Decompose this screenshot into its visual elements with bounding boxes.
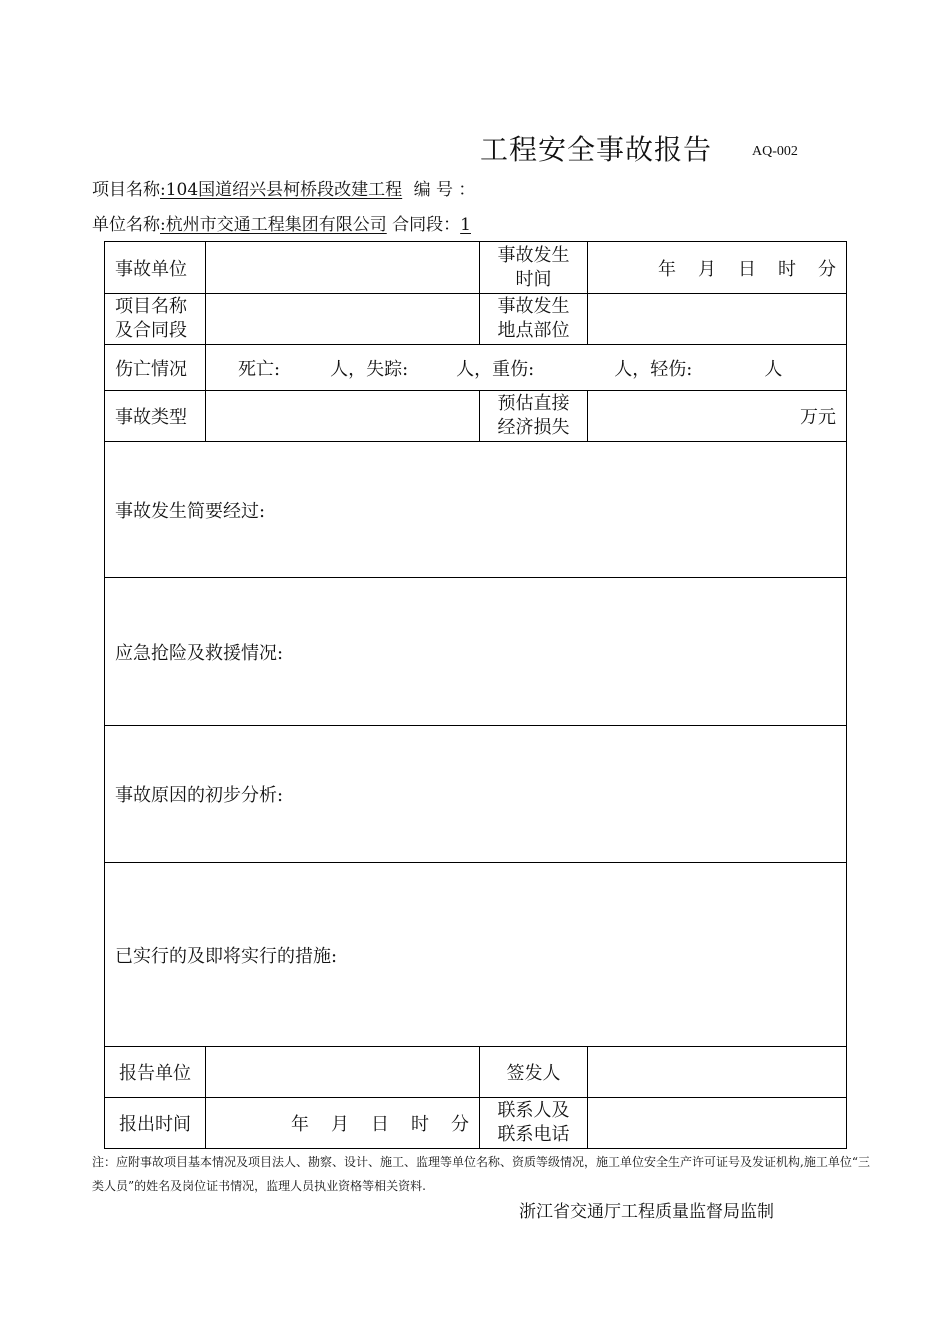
report-day-unit: 日 — [371, 1114, 389, 1135]
missing-label: 人，失踪: — [330, 358, 409, 380]
loss-unit: 万元 — [800, 407, 836, 428]
rescue-section[interactable] — [105, 578, 847, 726]
row-casualties — [105, 345, 847, 391]
death-label: 死亡: — [238, 358, 281, 380]
report-year-unit: 年 — [291, 1114, 309, 1135]
accident-time-field[interactable] — [588, 242, 847, 294]
project-line — [92, 175, 475, 200]
month-unit: 月 — [698, 258, 716, 280]
accident-type-label: 事故类型 — [105, 391, 206, 442]
accident-type-field[interactable] — [206, 391, 480, 442]
row-accident-type — [105, 391, 847, 442]
row-measures — [105, 863, 847, 1047]
form-note: 注：应附事故项目基本情况及项目法人、勘察、设计、施工、监理等单位名称、资质等级情况，施工单位安全生产许可证号及发证机构,施工单位“三类人员”的姓名及岗位证书情况，监理人员执业资格等相关资料. — [92, 1155, 870, 1193]
measures-label: 已实行的及即将实行的措施: — [115, 945, 338, 967]
form-code: AQ-002 — [752, 144, 798, 159]
unit-line — [92, 210, 471, 235]
rescue-label: 应急抢险及救援情况: — [115, 642, 284, 664]
accident-place-label: 事故发生地点部位 — [480, 294, 588, 345]
project-value: :104国道绍兴县柯桥段改建工程 — [160, 180, 403, 200]
issuer-field[interactable] — [588, 1047, 847, 1098]
minute-unit: 分 — [818, 258, 836, 280]
contact-field[interactable] — [588, 1098, 847, 1149]
report-unit-label: 报告单位 — [105, 1047, 206, 1098]
loss-label: 预估直接经济损失 — [480, 391, 588, 442]
report-time-label: 报出时间 — [105, 1098, 206, 1149]
report-minute-unit: 分 — [451, 1114, 469, 1135]
project-contract-label: 项目名称及合同段 — [105, 294, 206, 345]
loss-field[interactable] — [588, 391, 847, 442]
cause-label: 事故原因的初步分析: — [115, 785, 284, 806]
issuer-label: 签发人 — [480, 1047, 588, 1098]
accident-report-table — [104, 241, 847, 1149]
project-label: 项目名称 — [92, 180, 160, 200]
cause-section[interactable] — [105, 726, 847, 863]
form-title: 工程安全事故报告 — [480, 133, 713, 166]
measures-section[interactable] — [105, 863, 847, 1047]
serious-label: 人，重伤: — [456, 358, 535, 380]
number-label: 编 号 ： — [413, 180, 476, 200]
contract-label: 合同段： — [392, 215, 461, 235]
minor-label: 人，轻伤: — [614, 358, 693, 380]
report-time-field[interactable] — [206, 1098, 480, 1149]
brief-section[interactable] — [105, 442, 847, 578]
day-unit: 日 — [738, 258, 756, 280]
row-rescue — [105, 578, 847, 726]
row-project-contract — [105, 294, 847, 345]
year-unit: 年 — [658, 258, 676, 280]
brief-label: 事故发生简要经过: — [115, 500, 266, 522]
unit-label: 单位名称 — [92, 215, 160, 235]
report-month-unit: 月 — [331, 1114, 349, 1135]
accident-unit-field[interactable] — [206, 242, 480, 294]
footer-issuer: 浙江省交通厅工程质量监督局监制 — [519, 1202, 774, 1222]
person-label: 人 — [764, 358, 783, 380]
accident-time-label: 事故发生时间 — [480, 242, 588, 294]
row-brief — [105, 442, 847, 578]
row-report-time — [105, 1098, 847, 1149]
hour-unit: 时 — [778, 258, 796, 280]
row-report-unit — [105, 1047, 847, 1098]
casualties-field[interactable] — [206, 345, 847, 391]
project-contract-field[interactable] — [206, 294, 480, 345]
casualties-label: 伤亡情况 — [105, 345, 206, 391]
unit-value: :杭州市交通工程集团有限公司 — [160, 215, 387, 235]
contract-value: 1 — [460, 215, 471, 235]
report-hour-unit: 时 — [411, 1114, 429, 1135]
row-cause — [105, 726, 847, 863]
accident-place-field[interactable] — [588, 294, 847, 345]
accident-unit-label: 事故单位 — [105, 242, 206, 294]
row-accident-unit — [105, 242, 847, 294]
report-unit-field[interactable] — [206, 1047, 480, 1098]
contact-label: 联系人及联系电话 — [480, 1098, 588, 1149]
